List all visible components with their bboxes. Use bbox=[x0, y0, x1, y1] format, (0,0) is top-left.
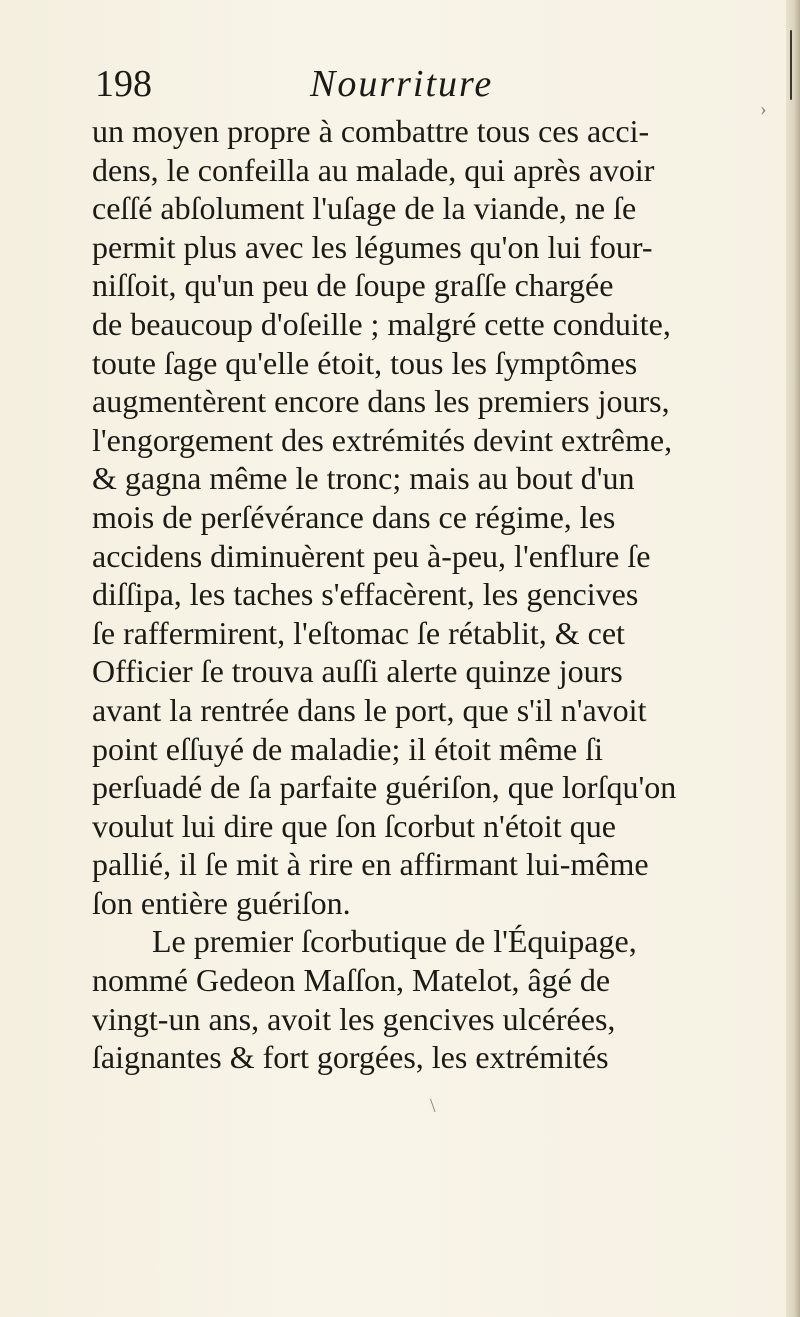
edge-mark bbox=[790, 30, 792, 100]
margin-speck: › bbox=[760, 98, 767, 120]
text-line: permit plus avec les légumes qu'on lui four- bbox=[92, 228, 653, 265]
page-edge bbox=[786, 0, 800, 1317]
text-line: nommé Gedeon Maſſon, Matelot, âgé de bbox=[92, 962, 611, 999]
page-number: 198 bbox=[95, 63, 152, 105]
text-line: voulut lui dire que ſon ſcorbut n'étoit que bbox=[92, 807, 616, 844]
text-line: un moyen propre à combattre tous ces acci- bbox=[92, 113, 650, 149]
text-line: augmentèrent encore dans les premiers jours, bbox=[92, 383, 670, 420]
margin-speck: \ bbox=[430, 1095, 436, 1117]
paragraph-start: Le premier ſcorbutique de l'Équipage, bbox=[152, 923, 637, 960]
text-line: diſſipa, les taches s'effacèrent, les gencives bbox=[92, 576, 639, 613]
text-line: vingt-un ans, avoit les gencives ulcérées, bbox=[92, 1000, 616, 1037]
text-line: mois de perſévérance dans ce régime, les bbox=[92, 498, 616, 535]
text-line: dens, le confeilla au malade, qui après avoir bbox=[92, 151, 655, 188]
page-header bbox=[95, 58, 725, 110]
text-line: de beaucoup d'oſeille ; malgré cette conduite, bbox=[92, 305, 671, 342]
text-line: ſon entière guériſon. bbox=[92, 884, 351, 921]
text-line: niſſoit, qu'un peu de ſoupe graſſe chargée bbox=[92, 267, 614, 304]
text-line: l'engorgement des extrémités devint extrême, bbox=[92, 421, 673, 458]
text-line: ſe raffermirent, l'eſtomac ſe rétablit, & cet bbox=[92, 614, 625, 651]
body-text bbox=[92, 112, 742, 1077]
text-line: Officier ſe trouva auſſi alerte quinze jours bbox=[92, 653, 623, 690]
text-line: avant la rentrée dans le port, que s'il n'avoit bbox=[92, 691, 647, 728]
text-line: pallié, il ſe mit à rire en affirmant lui-même bbox=[92, 846, 649, 883]
text-line: perſuadé de ſa parfaite guériſon, que lorſqu'on bbox=[92, 769, 677, 806]
text-line: & gagna même le tronc; mais au bout d'un bbox=[92, 460, 635, 497]
text-line: accidens diminuèrent peu à-peu, l'enflure ſe bbox=[92, 537, 651, 574]
text-line: ſaignantes & fort gorgées, les extrémités bbox=[92, 1039, 609, 1076]
text-line: toute ſage qu'elle étoit, tous les ſymptômes bbox=[92, 344, 638, 381]
text-line: ceſſé abſolument l'uſage de la viande, ne ſe bbox=[92, 190, 637, 227]
running-title: Nourriture bbox=[310, 63, 494, 105]
text-line: point eſſuyé de maladie; il étoit même ſi bbox=[92, 730, 603, 767]
